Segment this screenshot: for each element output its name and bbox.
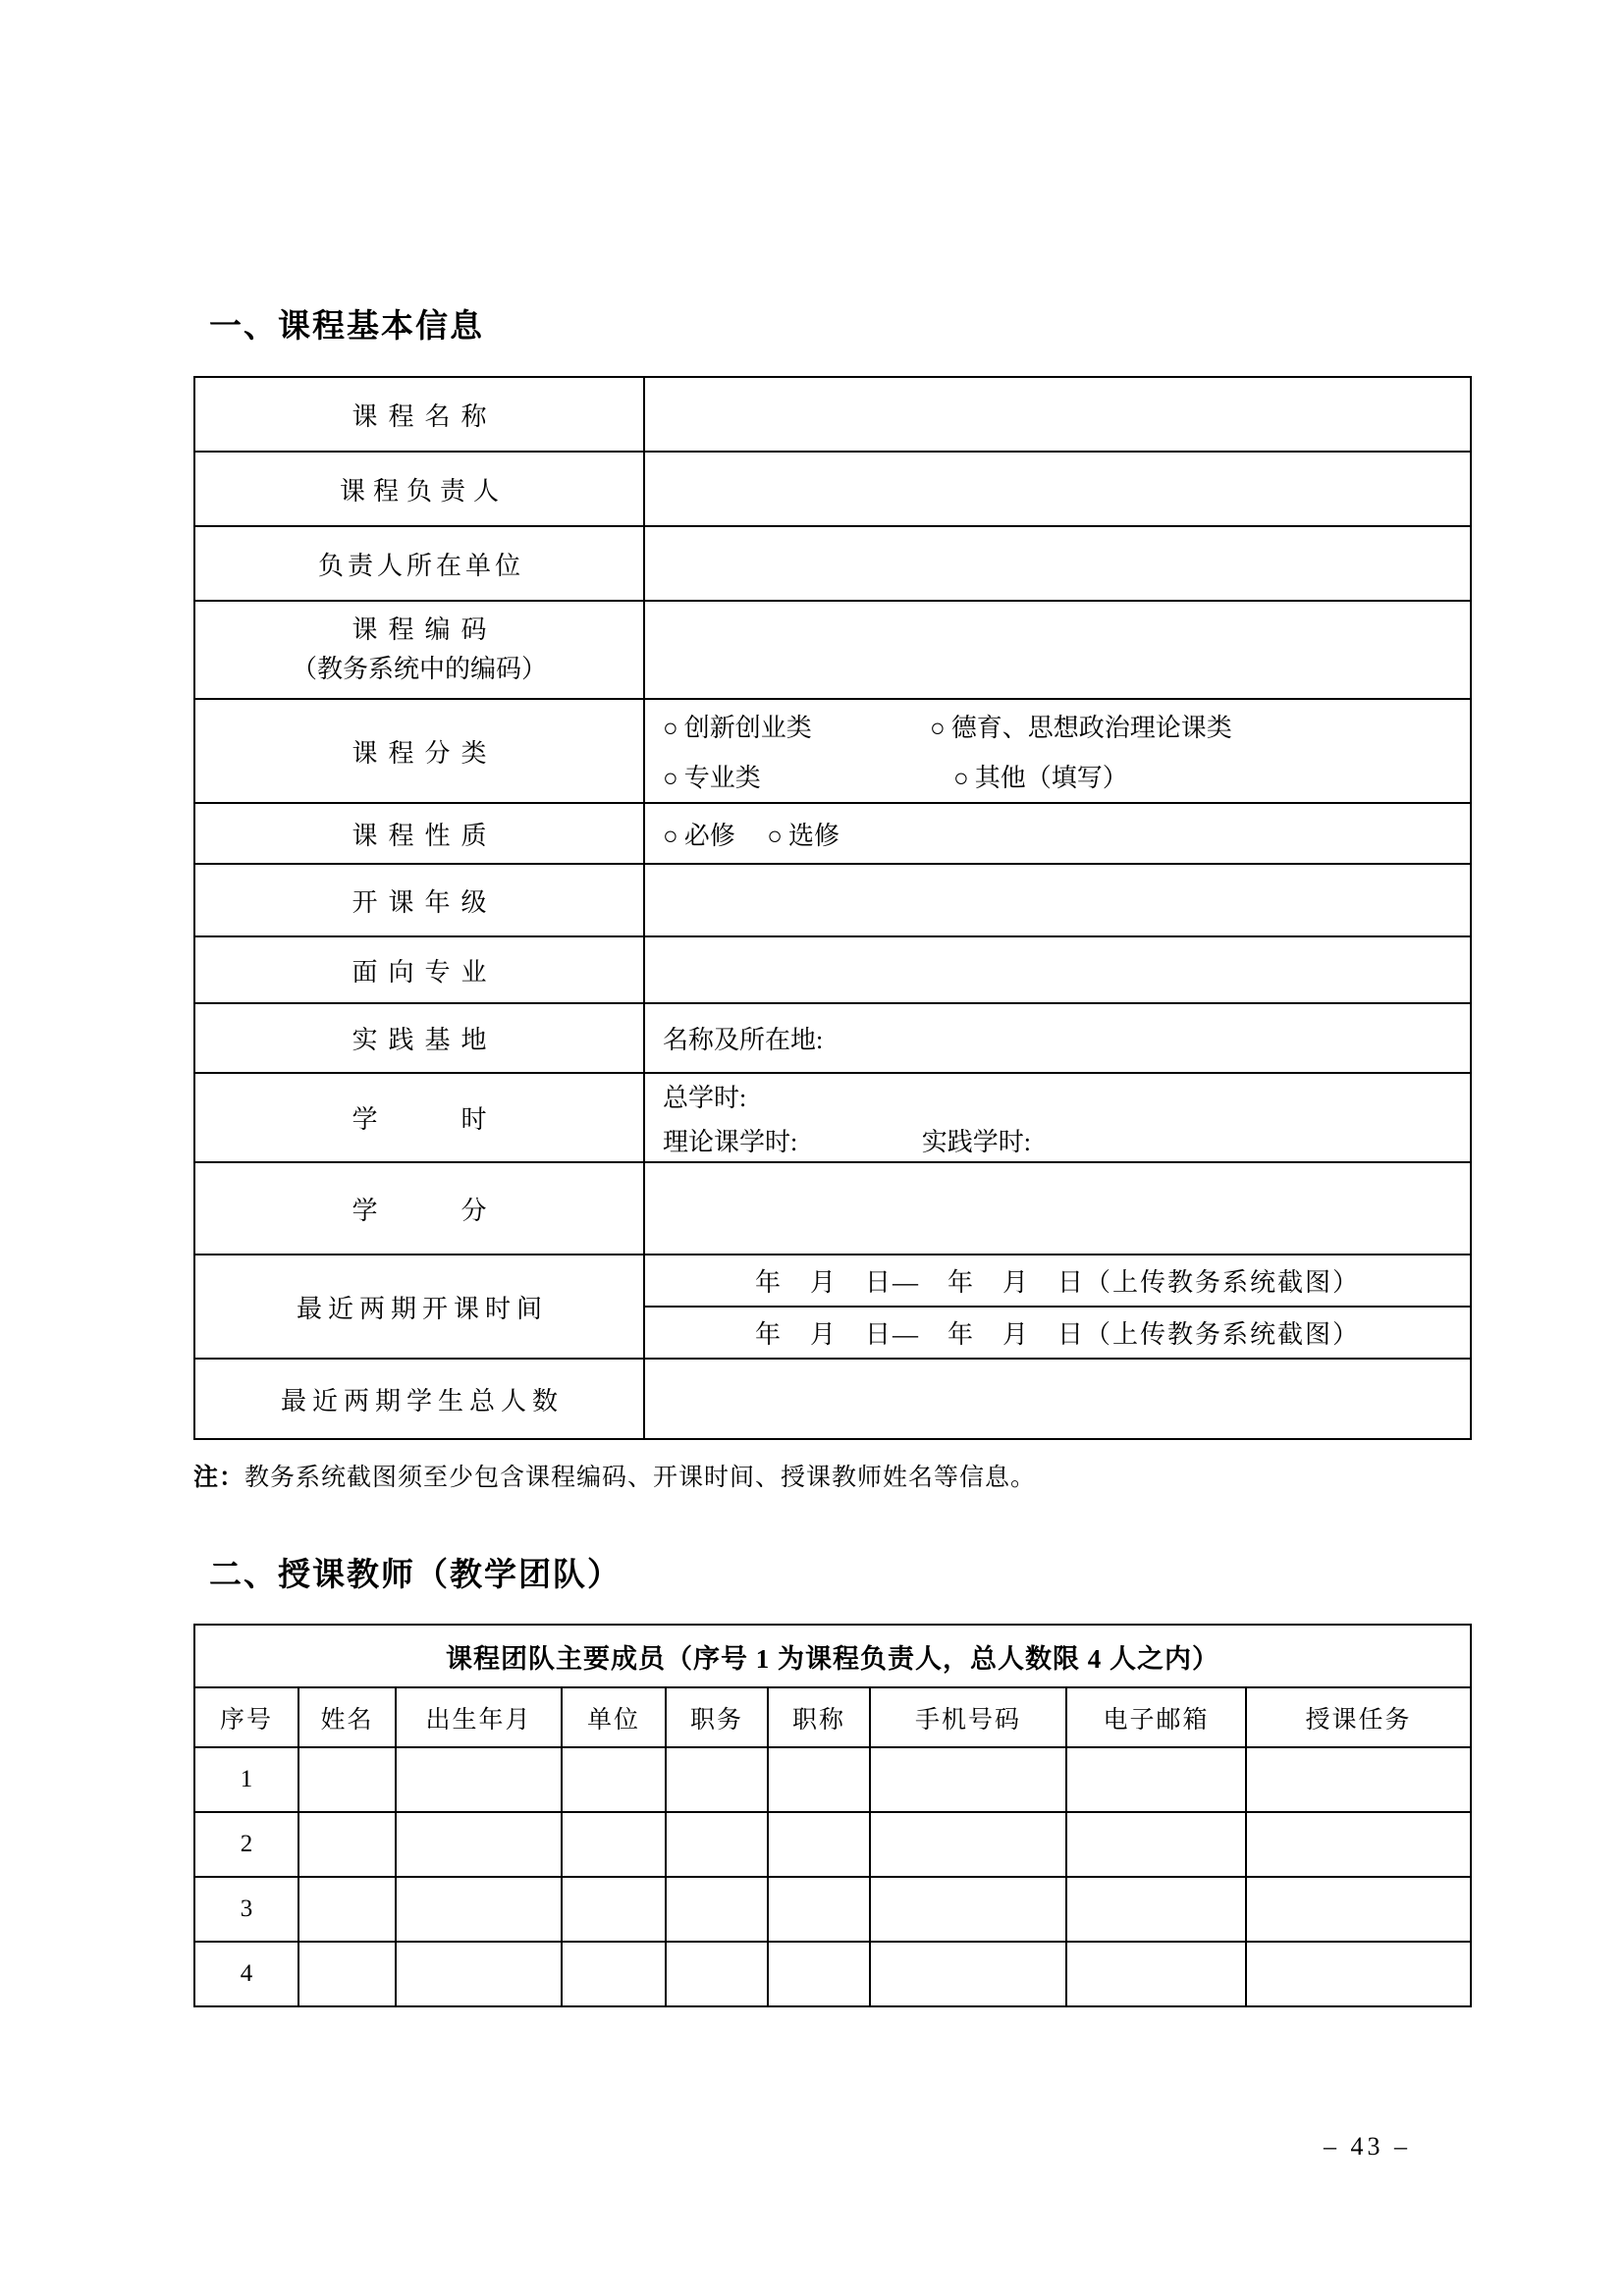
team-table-title: 课程团队主要成员（序号 1 为课程负责人，总人数限 4 人之内） — [194, 1625, 1471, 1687]
member-name-field[interactable] — [298, 1812, 396, 1877]
col-header-phone: 手机号码 — [870, 1687, 1066, 1747]
member-phone-field[interactable] — [870, 1877, 1066, 1942]
member-title-field[interactable] — [768, 1747, 870, 1812]
member-name-field[interactable] — [298, 1942, 396, 2006]
col-header-teaching-task: 授课任务 — [1246, 1687, 1471, 1747]
member-phone-field[interactable] — [870, 1747, 1066, 1812]
class-hours-field[interactable] — [644, 1073, 1471, 1162]
option-label: 创新创业类 — [683, 714, 812, 742]
option-label: 选修 — [787, 821, 839, 850]
label-course-leader: 课程负责人 — [194, 452, 644, 526]
member-name-field[interactable] — [298, 1747, 396, 1812]
member-index: 4 — [194, 1942, 298, 2006]
category-options-line1 — [663, 708, 1470, 744]
col-header-index: 序号 — [194, 1687, 298, 1747]
session1-template: 年 月 日— 年 月 日（上传教务系统截图） — [754, 1268, 1360, 1297]
total-hours-hint: 总学时: — [663, 1083, 747, 1112]
col-header-unit: 单位 — [562, 1687, 666, 1747]
table-row — [194, 1162, 1471, 1255]
practice-hours-hint: 实践学时: — [921, 1127, 1031, 1156]
category-options-line2 — [663, 758, 1470, 794]
recent-session1-field[interactable] — [644, 1255, 1471, 1307]
col-header-email: 电子邮箱 — [1066, 1687, 1246, 1747]
member-index: 3 — [194, 1877, 298, 1942]
practice-base-hint: 名称及所在地: — [663, 1026, 824, 1054]
member-birthdate-field[interactable] — [396, 1747, 562, 1812]
member-birthdate-field[interactable] — [396, 1812, 562, 1877]
table-row — [194, 526, 1471, 601]
table-row — [194, 452, 1471, 526]
member-position-field[interactable] — [666, 1747, 768, 1812]
team-member-row — [194, 1747, 1471, 1812]
member-unit-field[interactable] — [562, 1877, 666, 1942]
member-unit-field[interactable] — [562, 1812, 666, 1877]
table-row — [194, 699, 1471, 803]
member-task-field[interactable] — [1246, 1942, 1471, 2006]
member-email-field[interactable] — [1066, 1812, 1246, 1877]
session2-template: 年 月 日— 年 月 日（上传教务系统截图） — [754, 1320, 1360, 1349]
note-text — [193, 1458, 1470, 1493]
member-index: 1 — [194, 1747, 298, 1812]
label-practice-base: 实践基地 — [194, 1003, 644, 1073]
course-category-field — [644, 699, 1471, 803]
team-member-row — [194, 1877, 1471, 1942]
col-header-position: 职务 — [666, 1687, 768, 1747]
col-header-name: 姓名 — [298, 1687, 396, 1747]
table-row — [194, 864, 1471, 936]
course-name-field[interactable] — [644, 377, 1471, 452]
practice-base-field[interactable] — [644, 1003, 1471, 1073]
table-row — [194, 1073, 1471, 1162]
recent-session2-field[interactable] — [644, 1307, 1471, 1359]
label-course-category: 课程分类 — [194, 699, 644, 803]
member-birthdate-field[interactable] — [396, 1877, 562, 1942]
member-task-field[interactable] — [1246, 1877, 1471, 1942]
member-title-field[interactable] — [768, 1877, 870, 1942]
radio-icon: ○ — [953, 764, 969, 792]
member-phone-field[interactable] — [870, 1942, 1066, 2006]
label-course-code — [194, 601, 644, 699]
label-start-grade: 开课年级 — [194, 864, 644, 936]
page-number: – 43 – — [1324, 2132, 1411, 2161]
hours-breakdown-line — [663, 1122, 1470, 1158]
basic-info-table — [193, 376, 1472, 1440]
team-table — [193, 1624, 1472, 2007]
option-innovation[interactable] — [663, 708, 930, 744]
member-position-field[interactable] — [666, 1942, 768, 2006]
member-index: 2 — [194, 1812, 298, 1877]
label-credits: 学 分 — [194, 1162, 644, 1255]
section2-title: 二、授课教师（教学团队） — [209, 1556, 622, 1592]
member-phone-field[interactable] — [870, 1812, 1066, 1877]
member-email-field[interactable] — [1066, 1942, 1246, 2006]
start-grade-field[interactable] — [644, 864, 1471, 936]
member-task-field[interactable] — [1246, 1812, 1471, 1877]
member-position-field[interactable] — [666, 1877, 768, 1942]
target-major-field[interactable] — [644, 936, 1471, 1003]
label-course-name: 课程名称 — [194, 377, 644, 452]
radio-icon: ○ — [663, 714, 678, 742]
member-birthdate-field[interactable] — [396, 1942, 562, 2006]
option-label: 德育、思想政治理论课类 — [950, 714, 1232, 742]
label-course-nature: 课程性质 — [194, 803, 644, 864]
option-label: 必修 — [683, 821, 735, 850]
course-nature-field — [644, 803, 1471, 864]
option-elective[interactable] — [767, 822, 839, 850]
radio-icon: ○ — [930, 714, 946, 742]
label-recent-sessions: 最近两期开课时间 — [194, 1255, 644, 1359]
team-table-header-row — [194, 1687, 1471, 1747]
credits-field[interactable] — [644, 1162, 1471, 1255]
section1-title: 一、课程基本信息 — [209, 307, 484, 344]
label-course-code-line1: 课程编码 — [352, 614, 498, 644]
recent-students-field[interactable] — [644, 1359, 1471, 1439]
label-class-hours: 学 时 — [194, 1073, 644, 1162]
note-prefix: 注： — [193, 1465, 245, 1491]
option-moral-politics[interactable] — [930, 708, 1232, 744]
option-label: 其他（填写） — [974, 764, 1128, 792]
label-course-code-line2: （教务系统中的编码） — [291, 655, 547, 683]
member-unit-field[interactable] — [562, 1942, 666, 2006]
note-body: 教务系统截图须至少包含课程编码、开课时间、授课教师姓名等信息。 — [244, 1465, 1037, 1491]
radio-icon: ○ — [663, 764, 678, 792]
table-row — [194, 601, 1471, 699]
label-target-major: 面向专业 — [194, 936, 644, 1003]
member-title-field[interactable] — [768, 1812, 870, 1877]
col-header-birthdate: 出生年月 — [396, 1687, 562, 1747]
table-row — [194, 377, 1471, 452]
member-email-field[interactable] — [1066, 1877, 1246, 1942]
member-position-field[interactable] — [666, 1812, 768, 1877]
member-name-field[interactable] — [298, 1877, 396, 1942]
leader-unit-field[interactable] — [644, 526, 1471, 601]
table-row — [194, 936, 1471, 1003]
course-code-field[interactable] — [644, 601, 1471, 699]
table-row — [194, 1359, 1471, 1439]
member-task-field[interactable] — [1246, 1747, 1471, 1812]
label-recent-students: 最近两期学生总人数 — [194, 1359, 644, 1439]
table-row — [194, 1255, 1471, 1307]
option-other[interactable] — [953, 758, 1128, 794]
radio-icon: ○ — [663, 821, 678, 850]
option-professional[interactable] — [663, 758, 953, 794]
team-member-row — [194, 1942, 1471, 2006]
team-table-title-row — [194, 1625, 1471, 1687]
member-title-field[interactable] — [768, 1942, 870, 2006]
option-label: 专业类 — [683, 764, 761, 792]
table-row — [194, 1003, 1471, 1073]
team-member-row — [194, 1812, 1471, 1877]
option-required[interactable] — [663, 822, 735, 850]
member-email-field[interactable] — [1066, 1747, 1246, 1812]
label-leader-unit: 负责人所在单位 — [194, 526, 644, 601]
theory-hours-hint: 理论课学时: — [663, 1127, 798, 1156]
radio-icon: ○ — [767, 821, 783, 850]
col-header-title: 职称 — [768, 1687, 870, 1747]
member-unit-field[interactable] — [562, 1747, 666, 1812]
course-leader-field[interactable] — [644, 452, 1471, 526]
table-row — [194, 803, 1471, 864]
